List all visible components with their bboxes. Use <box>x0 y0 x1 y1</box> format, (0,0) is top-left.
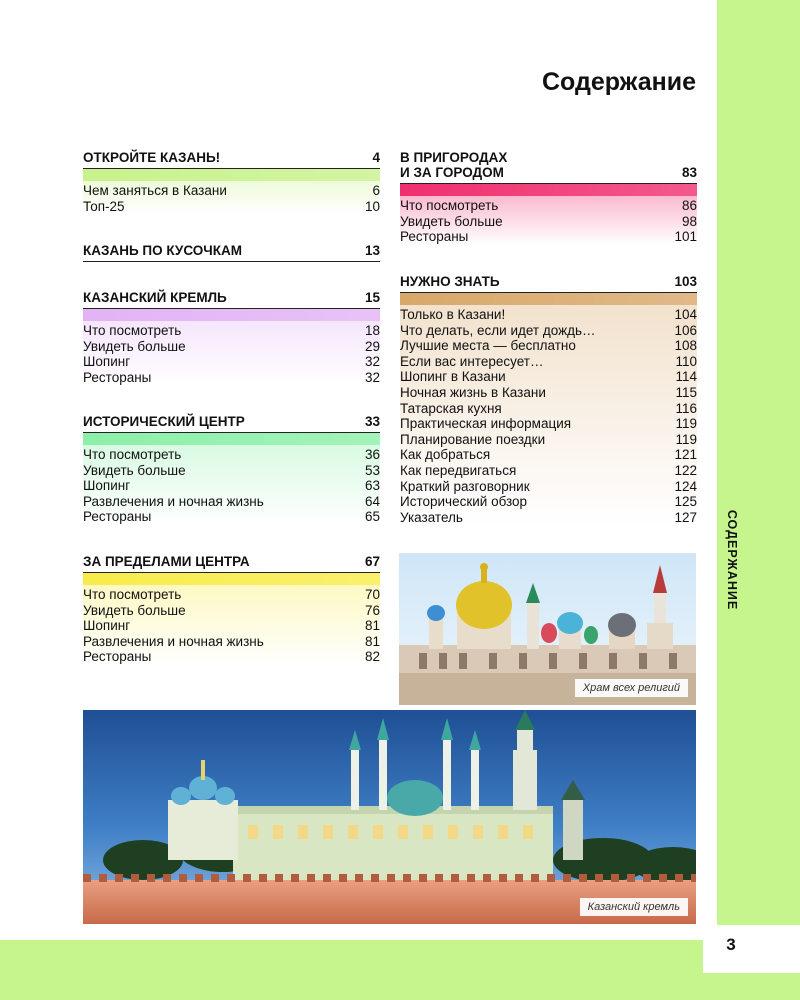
toc-entry-label: Шопинг <box>83 618 131 634</box>
toc-entry[interactable] <box>83 634 380 650</box>
toc-entry-label: Что посмотреть <box>83 323 182 338</box>
toc-entry[interactable] <box>400 323 697 339</box>
toc-entry-page: 110 <box>675 353 697 369</box>
toc-entry[interactable] <box>83 370 380 386</box>
toc-section-title: КАЗАНЬ ПО КУСОЧКАМ <box>83 243 242 258</box>
toc-section-header[interactable] <box>83 414 380 433</box>
toc-section-header[interactable] <box>400 150 697 184</box>
toc-entry-label: Указатель <box>400 509 463 525</box>
toc-entry-page: 98 <box>681 213 697 229</box>
toc-entry[interactable] <box>83 509 380 525</box>
toc-entry[interactable] <box>83 339 380 355</box>
toc-section-historic-center <box>83 414 380 525</box>
toc-entry-page: 125 <box>674 494 697 510</box>
toc-color-band <box>400 293 697 305</box>
toc-entry-label: Краткий разговорник <box>400 478 530 494</box>
toc-entry-label: Ночная жизнь в Казани <box>400 384 546 400</box>
toc-entry-page: 64 <box>364 493 380 509</box>
toc-section-header[interactable] <box>400 274 697 293</box>
toc-section-page: 4 <box>372 150 380 165</box>
toc-entry-page: 106 <box>674 322 697 338</box>
toc-entry-label: Рестораны <box>83 369 152 385</box>
toc-entry-page: 104 <box>674 307 697 322</box>
toc-entry-label: Увидеть больше <box>83 462 186 478</box>
toc-color-band <box>83 573 380 585</box>
toc-entry[interactable] <box>83 587 380 603</box>
toc-entry[interactable] <box>400 432 697 448</box>
toc-entry-label: Что посмотреть <box>83 447 182 462</box>
toc-section-page: 33 <box>364 414 380 429</box>
toc-section-need-to-know <box>400 274 697 525</box>
toc-entry-label: Что посмотреть <box>83 587 182 602</box>
toc-entry[interactable] <box>400 401 697 417</box>
toc-entry-label: Исторический обзор <box>400 494 528 510</box>
toc-section-title: ЗА ПРЕДЕЛАМИ ЦЕНТРА <box>83 554 250 569</box>
kremlin-photo-caption: Казанский кремль <box>580 898 688 916</box>
toc-entry-page: 124 <box>674 478 697 494</box>
toc-entry[interactable] <box>400 510 697 526</box>
toc-section-pieces <box>83 243 380 262</box>
toc-color-band <box>400 184 697 196</box>
toc-entry-label: Как передвигаться <box>400 462 517 478</box>
toc-entry[interactable] <box>83 618 380 634</box>
toc-entry[interactable] <box>83 649 380 665</box>
toc-entry-page: 114 <box>675 369 697 385</box>
toc-entry[interactable] <box>400 447 697 463</box>
toc-entry-page: 36 <box>364 447 380 462</box>
toc-section-page: 83 <box>681 165 697 180</box>
toc-section-header[interactable] <box>83 554 380 573</box>
toc-entry-page: 86 <box>681 198 697 213</box>
toc-section-outside-center <box>83 554 380 665</box>
temple-photo-caption: Храм всех религий <box>575 679 688 697</box>
toc-entry[interactable] <box>83 494 380 510</box>
toc-entry-label: Рестораны <box>83 649 152 665</box>
toc-entry[interactable] <box>400 416 697 432</box>
toc-entry-label: Шопинг <box>83 478 131 494</box>
toc-entry[interactable] <box>400 494 697 510</box>
toc-entry-label: Шопинг в Казани <box>400 369 506 385</box>
toc-entry-page: 116 <box>675 400 697 416</box>
toc-entry-page: 121 <box>674 447 697 463</box>
toc-entry-page: 101 <box>674 229 697 245</box>
toc-entry-label: Планирование поездки <box>400 431 546 447</box>
kremlin-illustration <box>83 710 696 924</box>
toc-entry-label: Развлечения и ночная жизнь <box>83 493 264 509</box>
toc-entry[interactable] <box>400 214 697 230</box>
toc-entry-label: Чем заняться в Казани <box>83 183 227 198</box>
toc-section-title: ИСТОРИЧЕСКИЙ ЦЕНТР <box>83 414 245 429</box>
toc-color-band <box>83 169 380 181</box>
toc-items <box>83 181 380 214</box>
toc-entry-label: Развлечения и ночная жизнь <box>83 633 264 649</box>
toc-color-band <box>83 433 380 445</box>
toc-color-band <box>83 309 380 321</box>
temple-photo <box>399 553 696 705</box>
toc-entry-page: 65 <box>364 509 380 525</box>
toc-entry[interactable] <box>400 369 697 385</box>
toc-entry[interactable] <box>83 478 380 494</box>
toc-entry-page: 29 <box>364 338 380 354</box>
toc-entry[interactable] <box>83 447 380 463</box>
toc-entry-label: Увидеть больше <box>400 213 503 229</box>
toc-entry-page: 10 <box>364 198 380 214</box>
toc-entry[interactable] <box>83 199 380 215</box>
toc-entry-page: 122 <box>674 462 697 478</box>
toc-section-page: 67 <box>364 554 380 569</box>
toc-entry-page: 119 <box>675 431 697 447</box>
toc-entry-label: Татарская кухня <box>400 400 502 416</box>
side-label-text: СОДЕРЖАНИЕ <box>725 509 739 611</box>
toc-section-title: КАЗАНСКИЙ КРЕМЛЬ <box>83 290 227 305</box>
toc-entry[interactable] <box>83 323 380 339</box>
toc-entry[interactable] <box>400 307 697 323</box>
toc-section-suburbs <box>400 150 697 245</box>
toc-section-page: 13 <box>364 243 380 258</box>
toc-entry-label: Только в Казани! <box>400 307 506 322</box>
toc-entry[interactable] <box>400 463 697 479</box>
toc-entry-page: 32 <box>364 354 380 370</box>
toc-section-page: 15 <box>364 290 380 305</box>
toc-entry-page: 108 <box>674 338 697 354</box>
toc-entry-page: 32 <box>364 369 380 385</box>
toc-entry-label: Топ-25 <box>83 198 125 214</box>
toc-section-discover <box>83 150 380 214</box>
toc-section-header[interactable] <box>83 150 380 169</box>
kremlin-photo <box>83 710 696 924</box>
toc-entry[interactable] <box>400 385 697 401</box>
toc-section-title: НУЖНО ЗНАТЬ <box>400 274 500 289</box>
toc-entry-label: Рестораны <box>400 229 469 245</box>
toc-entry-label: Рестораны <box>83 509 152 525</box>
toc-entry-label: Шопинг <box>83 354 131 370</box>
toc-section-title: В ПРИГОРОДАХ И ЗА ГОРОДОМ <box>400 150 508 180</box>
toc-entry[interactable] <box>400 198 697 214</box>
toc-entry-label: Увидеть больше <box>83 338 186 354</box>
toc-entry-page: 119 <box>675 416 697 432</box>
toc-entry[interactable] <box>83 354 380 370</box>
toc-entry-page: 70 <box>364 587 380 602</box>
toc-entry-page: 63 <box>364 478 380 494</box>
toc-entry-page: 53 <box>364 462 380 478</box>
toc-entry-page: 81 <box>364 633 380 649</box>
toc-entry[interactable] <box>83 183 380 199</box>
toc-entry-label: Лучшие места — бесплатно <box>400 338 576 354</box>
toc-items <box>83 585 380 665</box>
toc-entry[interactable] <box>83 603 380 619</box>
page-title: Содержание <box>541 68 696 96</box>
toc-section-header[interactable] <box>83 243 380 262</box>
toc-entry-page: 115 <box>675 384 697 400</box>
toc-section-page: 103 <box>674 274 697 289</box>
toc-entry-page: 82 <box>364 649 380 665</box>
toc-entry[interactable] <box>400 479 697 495</box>
toc-entry[interactable] <box>83 463 380 479</box>
bottom-band <box>0 940 800 1000</box>
toc-entry[interactable] <box>400 229 697 245</box>
toc-entry[interactable] <box>400 354 697 370</box>
toc-entry-page: 18 <box>364 323 380 338</box>
toc-items <box>400 196 697 245</box>
toc-entry-label: Практическая информация <box>400 416 572 432</box>
page-number: 3 <box>726 935 736 954</box>
toc-items <box>83 445 380 525</box>
toc-entry-label: Если вас интересует… <box>400 353 544 369</box>
toc-entry-label: Что посмотреть <box>400 198 499 213</box>
side-tab <box>717 0 800 1000</box>
toc-entry-page: 127 <box>674 509 697 525</box>
toc-entry-label: Увидеть больше <box>83 602 186 618</box>
toc-section-kremlin <box>83 290 380 385</box>
toc-items <box>83 321 380 385</box>
toc-entry-label: Как добраться <box>400 447 491 463</box>
toc-entry[interactable] <box>400 338 697 354</box>
toc-section-header[interactable] <box>83 290 380 309</box>
toc-entry-page: 76 <box>364 602 380 618</box>
toc-entry-page: 6 <box>372 183 380 198</box>
toc-items <box>400 305 697 525</box>
toc-entry-page: 81 <box>364 618 380 634</box>
toc-section-title: ОТКРОЙТЕ КАЗАНЬ! <box>83 150 221 165</box>
toc-entry-label: Что делать, если идет дождь… <box>400 322 596 338</box>
